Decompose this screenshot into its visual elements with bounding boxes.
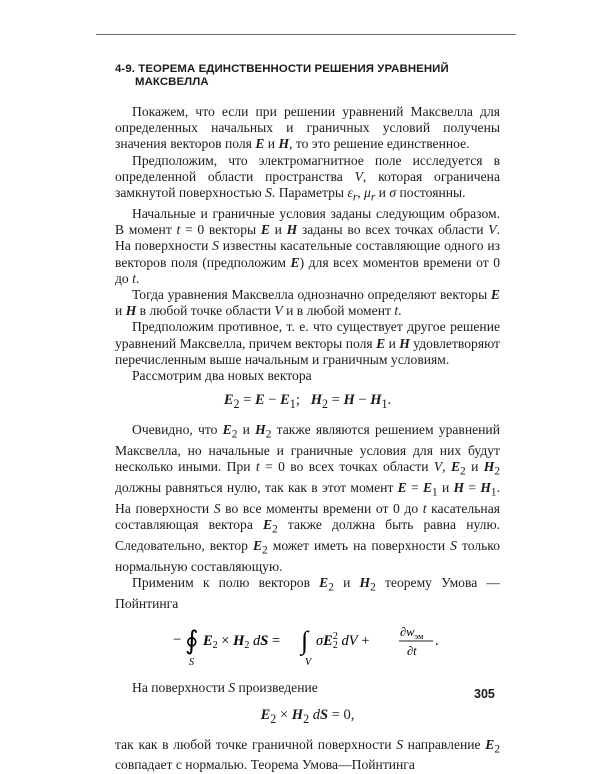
section-heading-line1: 4-9. ТЕОРЕМА ЕДИНСТВЕННОСТИ РЕШЕНИЯ УРАВНЕНИЙ (115, 63, 449, 75)
section-heading (115, 63, 500, 89)
paragraph: Рассмотрим два новых вектора (132, 367, 312, 383)
svg-text:∂wэм: $\partial w_{эм}$ (400, 625, 424, 642)
svg-text:.: . (435, 633, 439, 650)
page-number: 305 (474, 687, 495, 701)
paragraph: Предположим, что электромагнитное поле исследуется в определенной области пространства V, которая ограничена замкнутой поверхностью S. Параметры $\varepsilon_r$, $\mu_r$ и σ постоянны. (115, 152, 500, 204)
svg-text:S: S (189, 657, 194, 669)
top-rule (96, 34, 516, 35)
paragraph: Тогда уравнения Максвелла однозначно определяют векторы E и H в любой точке области V и в любой момент t. (115, 286, 500, 319)
paragraph: Начальные и граничные условия заданы следующим образом. В момент t = 0 векторы E и H заданы во всех точках области V. На поверхности S известны касательные составляющие одного из векторов поля (предположим E) для всех моментов времени от 0 до t. (115, 205, 500, 286)
svg-text:∂t: ∂t (407, 644, 417, 659)
paragraph: Покажем, что если при решении уравнений Максвелла для определенных начальных и граничных условий получены значения векторов поля E и H, то это решение единственное. (115, 104, 500, 152)
equation-surface-product: $E_2 \times H_2$ dS = 0, (260, 706, 355, 726)
equation-difference-vectors: $E_2 = E - E_1$; $H_2 = H - H_1$. (223, 392, 392, 412)
equation-umov-poynting (115, 618, 500, 670)
svg-text:−: − (173, 632, 182, 649)
contour-integral-sign: ∮ (185, 626, 199, 656)
paragraph: Предположим противное, т. е. что существует другое решение уравнений Максвелла, причем векторы поля E и H удовлетворяют перечисленным выше начальным и граничным условиям. (115, 319, 500, 367)
page-content (115, 63, 500, 774)
svg-text:σE22 dV +: $\sigma E^2$ 2 dV + (316, 631, 370, 652)
paragraph: Очевидно, что $E_2$ и $H_2$ также являются решением уравнений Максвелла, но начальные и граничные условия для них будут несколько иными. При t = 0 во всех точках области V, $E_2$ и $H_2$ должны равняться нулю, так как в этот момент $E = E_1$ и $H = H_1$. На поверхности S во все моменты времени от 0 до t касательная составляющая вектора $E_2$ также должна быть равна нулю. Следовательно, вектор $E_2$ может иметь на поверхности S только нормальную составляющую. (115, 422, 501, 575)
svg-text:V: V (305, 657, 312, 669)
section-heading-line2: МАКСВЕЛЛА (135, 76, 209, 88)
paragraph: На поверхности S произведение (132, 680, 318, 696)
paragraph: так как в любой точке граничной поверхности S направление $E_2$ совпадает с нормалью. Теорема Умова—Пойнтинга (115, 736, 501, 773)
paragraph: Применим к полю векторов $E_2$ и $H_2$ теорему Умова — Пойнтинга (115, 575, 501, 612)
svg-text:E2 × H2 dS =: $E_2 \times H_2$ dS = (203, 633, 281, 652)
volume-integral-sign: ∫ (301, 626, 309, 656)
